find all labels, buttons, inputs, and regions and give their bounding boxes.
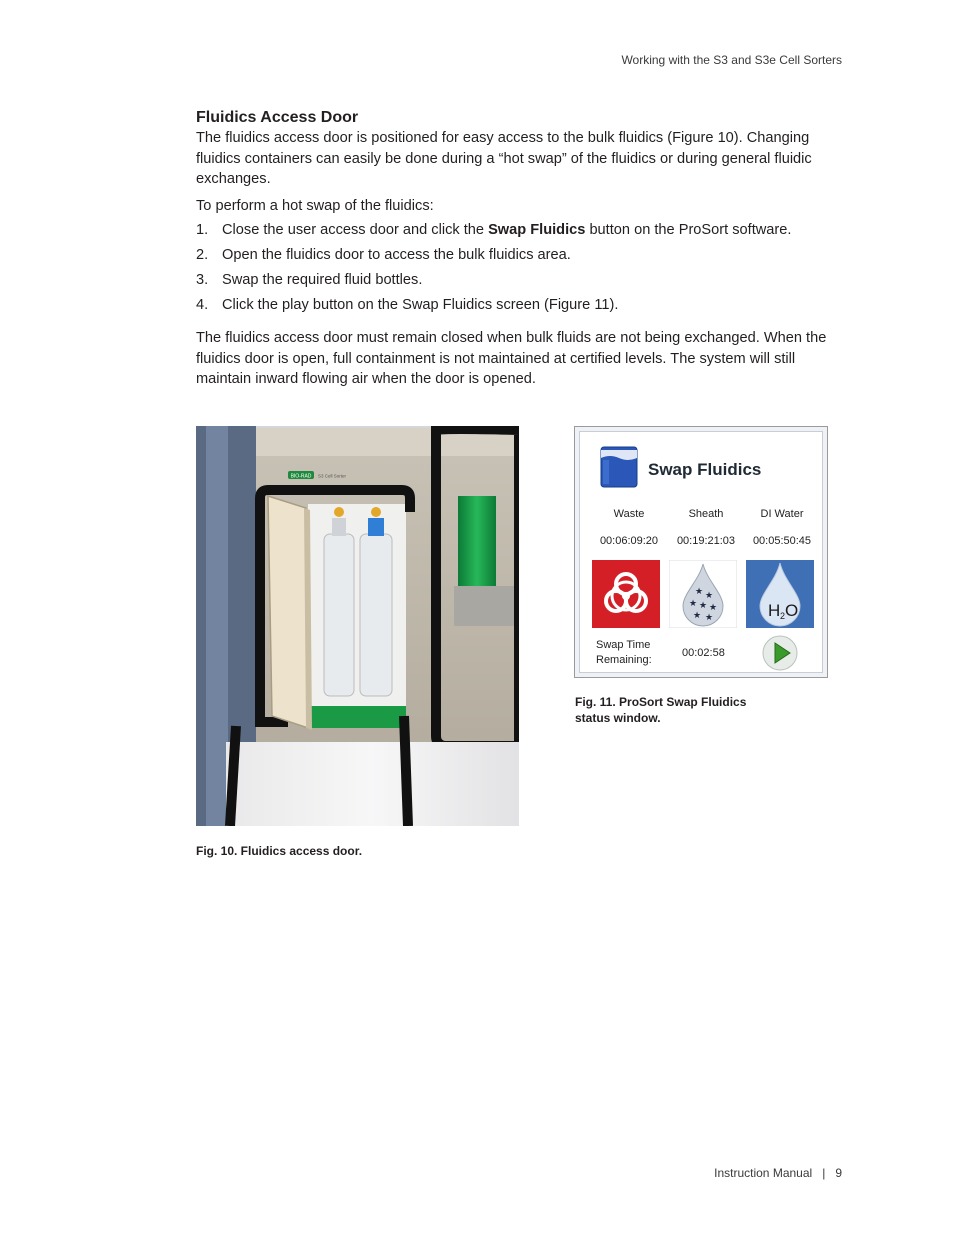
svg-text:★: ★ <box>704 591 714 601</box>
svg-text:BIO-RAD: BIO-RAD <box>290 473 312 480</box>
list-item <box>196 295 836 316</box>
swap-fluidics-panel <box>579 431 823 673</box>
svg-text:H: H <box>768 601 781 620</box>
list-item <box>196 270 836 291</box>
steps-intro: To perform a hot swap of the fluidics: <box>196 197 434 214</box>
page-footer <box>714 1166 842 1180</box>
figure-11-caption: Fig. 11. ProSort Swap Fluidics status window. <box>575 695 747 725</box>
step-text: Close the user access door and click the Swap Fluidics button on the ProSort software. <box>222 222 792 239</box>
list-item <box>196 220 836 241</box>
manual-title: Instruction Manual <box>714 1166 813 1180</box>
di-water-label: DI Water <box>760 508 804 520</box>
sheath-label: Sheath <box>688 508 724 520</box>
svg-text:O: O <box>785 601 799 620</box>
svg-text:★: ★ <box>694 587 704 597</box>
biohazard-icon[interactable] <box>592 560 660 628</box>
list-item <box>196 245 836 266</box>
sheath-time: 00:19:21:03 <box>676 535 736 547</box>
svg-text:★: ★ <box>688 599 698 609</box>
swap-time-remaining-value: 00:02:58 <box>682 647 725 659</box>
svg-text:★: ★ <box>708 603 718 613</box>
di-water-time: 00:05:50:45 <box>752 535 812 547</box>
running-header: Working with the S3 and S3e Cell Sorters <box>621 53 842 67</box>
swap-fluidics-term: Swap Fluidics <box>488 222 586 239</box>
fluid-bottle-icon <box>600 446 640 490</box>
water-drop-icon[interactable] <box>746 560 814 628</box>
sheath-drop-icon[interactable] <box>669 560 737 628</box>
step-text: Open the fluidics door to access the bulk fluidics area. <box>222 247 571 264</box>
fluidics-door-illustration <box>196 426 519 826</box>
section-heading: Fluidics Access Door <box>196 109 359 126</box>
step-number: 3. <box>196 272 209 289</box>
waste-label: Waste <box>613 508 645 520</box>
step-number: 2. <box>196 247 209 264</box>
svg-text:★: ★ <box>704 613 714 623</box>
step-number: 4. <box>196 297 209 314</box>
footer-separator: | <box>822 1166 826 1180</box>
play-button[interactable] <box>762 635 798 671</box>
page-number: 9 <box>835 1166 842 1180</box>
step-text: Click the play button on the Swap Fluidics screen (Figure 11). <box>222 297 619 314</box>
figure-10-caption: Fig. 10. Fluidics access door. <box>196 844 363 858</box>
step-number: 1. <box>196 222 209 239</box>
section-body <box>196 108 836 390</box>
intro-paragraph: The fluidics access door is positioned for easy access to the bulk fluidics (Figure 10). Changing fluidics containers can easily be done during a “hot swap” of the fluidics or during general fluidic exchanges. <box>196 130 812 188</box>
fluidics-door-photo <box>196 426 519 826</box>
step-text: Swap the required fluid bottles. <box>222 272 423 289</box>
waste-time: 00:06:09:20 <box>599 535 659 547</box>
svg-text:★: ★ <box>698 601 708 611</box>
swap-fluidics-window <box>574 426 828 678</box>
svg-text:S3 Cell Sorter: S3 Cell Sorter <box>318 473 347 479</box>
steps-list <box>196 220 836 316</box>
swap-fluidics-title: Swap Fluidics <box>648 460 762 479</box>
swap-time-remaining-label: Swap Time Remaining: <box>596 639 652 666</box>
containment-paragraph: The fluidics access door must remain closed when bulk fluids are not being exchanged. When the fluidics door is open, full containment is not maintained at certified levels. The system will still maintain inward flowing air when the door is opened. <box>196 329 827 388</box>
svg-text:2: 2 <box>780 611 786 621</box>
svg-text:★: ★ <box>692 611 702 621</box>
